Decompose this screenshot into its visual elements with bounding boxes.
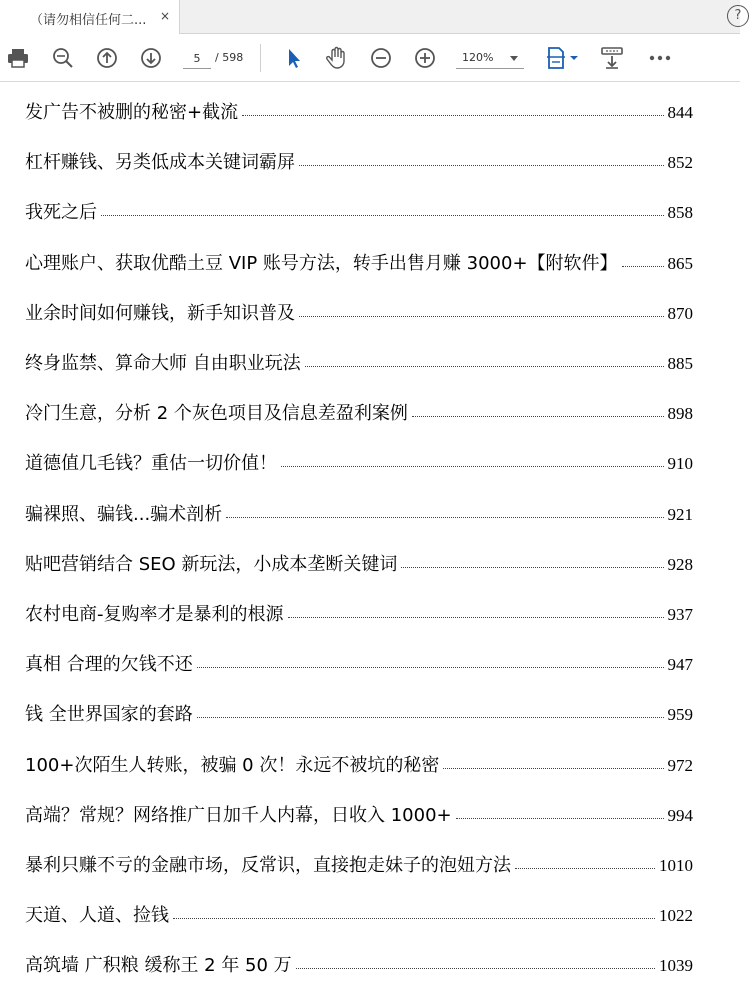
fit-page-icon[interactable] xyxy=(545,46,581,70)
toc-entry-page: 844 xyxy=(667,103,693,122)
toc-entry-title: 杠杆赚钱、另类低成本关键词霸屏 xyxy=(25,152,295,174)
toc-entry-page: 852 xyxy=(667,153,693,173)
toc-dot-leader xyxy=(101,215,664,216)
zoom-in-icon[interactable] xyxy=(413,46,437,70)
help-icon[interactable]: ? xyxy=(727,5,749,27)
toc-entry-page: 1010 xyxy=(659,856,693,875)
toc-entry-page: 959 xyxy=(667,705,693,725)
toc-entry[interactable] xyxy=(25,249,715,279)
toc-dot-leader xyxy=(173,918,655,919)
document-tab[interactable] xyxy=(0,0,180,34)
toc-dot-leader xyxy=(456,818,664,819)
toc-dot-leader xyxy=(412,416,664,417)
toc-entry[interactable] xyxy=(25,550,715,580)
toc-dot-leader xyxy=(305,366,664,367)
more-icon[interactable] xyxy=(648,46,672,70)
tab-bar xyxy=(0,0,740,34)
toc-entry[interactable] xyxy=(25,600,715,630)
toc-entry-title: 真相 合理的欠钱不还 xyxy=(25,654,193,676)
toc-entry-page: 910 xyxy=(667,454,693,474)
toc-entry-title: 我死之后 xyxy=(25,202,97,224)
toc-entry[interactable] xyxy=(25,198,715,228)
toc-entry-title: 高筑墙 广积粮 缓称王 2 年 50 万 xyxy=(25,955,292,977)
toc-dot-leader xyxy=(299,316,664,317)
toc-entry-title: 暴利只赚不亏的金融市场，反常识，直接抱走妹子的泡妞方法 xyxy=(25,855,511,876)
toc-entry-page: 898 xyxy=(667,404,693,424)
toc-entry-title: 100+次陌生人转账，被骗 0 次！永远不被坑的秘密 xyxy=(25,754,440,776)
print-icon[interactable] xyxy=(6,46,30,70)
toc-entry[interactable] xyxy=(25,349,715,379)
toc-dot-leader xyxy=(443,768,663,769)
toc-entry[interactable] xyxy=(25,700,715,730)
toc-entry-page: 947 xyxy=(667,655,693,675)
toc-entry-title: 心理账户、获取优酷土豆 VIP 账号方法，转手出售月赚 3000+【附软件】 xyxy=(25,252,618,274)
toc-entry[interactable] xyxy=(25,98,715,128)
toc-dot-leader xyxy=(296,968,655,969)
select-arrow-icon[interactable] xyxy=(282,46,306,70)
toc-entry[interactable] xyxy=(25,299,715,329)
zoom-out-marquee-icon[interactable] xyxy=(51,46,75,70)
toc-entry-page: 921 xyxy=(667,504,693,524)
toc-entry[interactable] xyxy=(25,399,715,429)
toc-entry-title: 天道、人道、捡钱 xyxy=(25,905,169,927)
toc-entry-page: 870 xyxy=(667,303,693,323)
toc-entry[interactable] xyxy=(25,851,715,881)
toc-entry-title: 冷门生意，分析 2 个灰色项目及信息差盈利案例 xyxy=(25,403,408,425)
toc-entry-title: 道德值几毛钱？重估一切价值！ xyxy=(25,453,277,475)
toc-entry-page: 928 xyxy=(667,554,693,574)
zoom-out-icon[interactable] xyxy=(369,46,393,70)
toc-dot-leader xyxy=(622,266,664,267)
toc-entry-title: 农村电商-复购率才是暴利的根源 xyxy=(25,604,284,625)
toc-entry-page: 858 xyxy=(667,203,693,223)
zoom-select[interactable] xyxy=(456,48,524,69)
page-number-input[interactable] xyxy=(183,48,211,69)
page-up-icon[interactable] xyxy=(95,46,119,70)
toc-entry[interactable] xyxy=(25,951,715,981)
toc-dot-leader xyxy=(242,115,663,116)
toc-entry-title: 业余时间如何赚钱，新手知识普及 xyxy=(25,302,295,324)
toc-entry-page: 885 xyxy=(667,354,693,373)
toc-dot-leader xyxy=(281,466,664,467)
toc-entry-page: 1039 xyxy=(659,956,693,976)
page-down-icon[interactable] xyxy=(139,46,163,70)
toc-entry[interactable] xyxy=(25,901,715,931)
toc-entry[interactable] xyxy=(25,449,715,479)
chevron-down-icon xyxy=(510,56,518,61)
toc-entry-title: 高端？常规？网络推广日加千人内幕，日收入 1000+ xyxy=(25,804,452,826)
toc-entry[interactable] xyxy=(25,650,715,680)
toc-entry[interactable] xyxy=(25,148,715,178)
toolbar xyxy=(0,34,740,82)
toc-dot-leader xyxy=(226,517,663,518)
toc-dot-leader xyxy=(401,567,663,568)
toc-entry-title: 骗裸照、骗钱...骗术剖析 xyxy=(25,503,223,525)
toc-entry[interactable] xyxy=(25,801,715,831)
toc-entry-page: 1022 xyxy=(659,906,693,926)
toc-entry[interactable] xyxy=(25,500,715,530)
document-page xyxy=(0,82,740,979)
zoom-value: 120% xyxy=(462,51,494,64)
toc-dot-leader xyxy=(515,868,655,869)
toc-entry-title: 发广告不被删的秘密+截流 xyxy=(25,102,239,123)
page-total: / 598 xyxy=(215,51,244,64)
close-icon[interactable]: × xyxy=(160,9,171,23)
toolbar-divider xyxy=(260,44,261,72)
toc-entry-page: 994 xyxy=(667,805,693,825)
toc-dot-leader xyxy=(197,667,664,668)
toc-entry-page: 937 xyxy=(667,605,693,624)
toc-entry-title: 钱 全世界国家的套路 xyxy=(25,704,193,726)
toc-dot-leader xyxy=(197,717,664,718)
toc-entry-title: 贴吧营销结合 SEO 新玩法，小成本垄断关键词 xyxy=(25,553,398,575)
toc-dot-leader xyxy=(288,617,664,618)
tab-title: （请勿相信任何二... xyxy=(30,13,147,28)
hand-icon[interactable] xyxy=(325,46,349,70)
toc-entry-page: 865 xyxy=(667,253,693,273)
read-aloud-icon[interactable] xyxy=(600,46,624,70)
toc-entry-page: 972 xyxy=(667,755,693,775)
toc-entry[interactable] xyxy=(25,751,715,781)
toc-dot-leader xyxy=(299,165,664,166)
toc-entry-title: 终身监禁、算命大师 自由职业玩法 xyxy=(25,353,301,374)
